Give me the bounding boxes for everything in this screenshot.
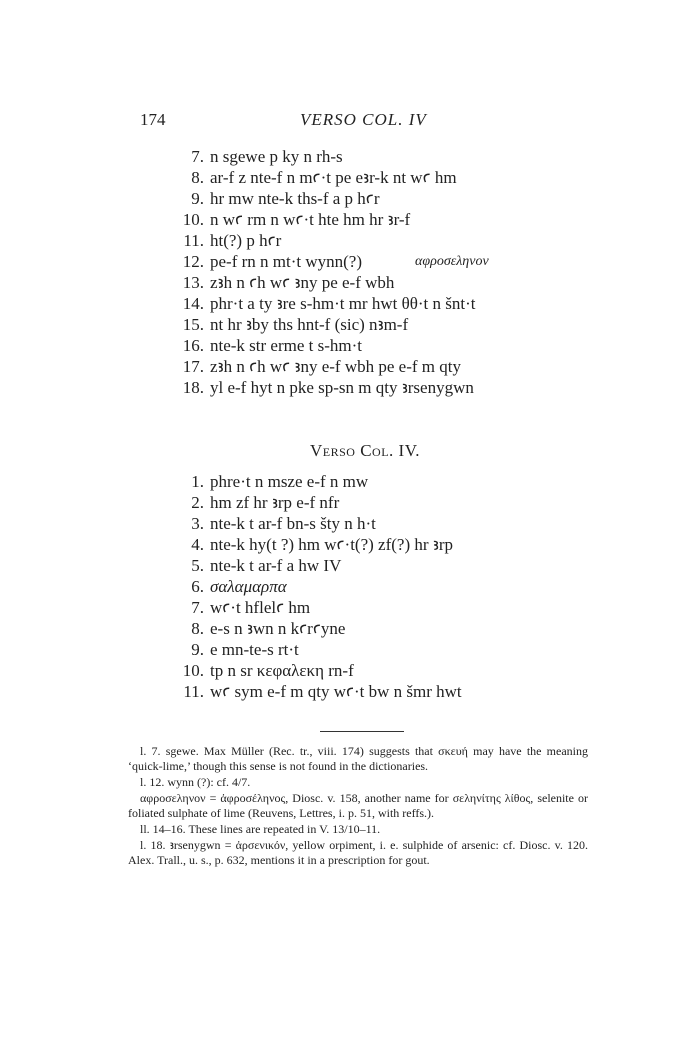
line-text: phre·t n msze e-f n mw [210, 472, 369, 491]
transliteration-section-b [160, 471, 580, 702]
line-number: 10. [182, 661, 204, 680]
text-line [160, 251, 580, 272]
section-heading: Verso Col. IV. [310, 441, 421, 460]
line-number: 2. [191, 493, 204, 512]
line-number: 17. [182, 357, 204, 376]
line-text: n sgewe p ky n rh-s [210, 147, 343, 166]
text-line [160, 230, 580, 251]
page-number: 174 [140, 110, 166, 129]
line-text: phr·t a ty ꜣre s-hm·t mr hwt θθ·t n šnt·t [210, 294, 476, 313]
text-line [160, 272, 580, 293]
line-number: 8. [191, 619, 204, 638]
line-number: 4. [191, 535, 204, 554]
line-text: zꜣh n ꜥh wꜥ ꜣny pe e-f wbh [210, 273, 395, 292]
text-line [160, 293, 580, 314]
text-line [160, 377, 580, 398]
text-line [160, 471, 580, 492]
line-number: 18. [182, 378, 204, 397]
line-text: nt hr ꜣby ths hnt-f (sic) nꜣm-f [210, 315, 409, 334]
line-text: wꜥ sym e-f m qty wꜥ·t bw n šmr hwt [210, 682, 462, 701]
line-number: 8. [191, 168, 204, 187]
footnote: αφροσεληνον = ἀφροσέληνος, Diosc. v. 158, another name for σεληνίτης λίθος, selenite or foliated sulphate of lime (Reuvens, Lettres, i. p. 51, with reffs.). [128, 791, 588, 820]
line-number: 5. [191, 556, 204, 575]
line-number: 10. [182, 210, 204, 229]
line-text: nte-k hy(t ?) hm wꜥ·t(?) zf(?) hr ꜣrp [210, 535, 453, 554]
text-line [160, 335, 580, 356]
text-line [160, 618, 580, 639]
text-line [160, 555, 580, 576]
line-number: 16. [182, 336, 204, 355]
footnote: ll. 14–16. These lines are repeated in V. 13/10–11. [140, 822, 381, 836]
line-text: hr mw nte-k ths-f a p hꜥr [210, 189, 380, 208]
text-line [160, 513, 580, 534]
line-text: zꜣh n ꜥh wꜥ ꜣny e-f wbh pe e-f m qty [210, 357, 461, 376]
text-line [160, 167, 580, 188]
line-number: 13. [182, 273, 204, 292]
line-text: n wꜥ rm n wꜥ·t hte hm hr ꜣr-f [210, 210, 411, 229]
line-number: 7. [191, 147, 204, 166]
line-text: ht(?) p hꜥr [210, 231, 282, 250]
line-text: yl e-f hyt n pke sp-sn m qty ꜣrsenygwn [210, 378, 474, 397]
text-line [160, 660, 580, 681]
text-line [160, 534, 580, 555]
line-number: 9. [191, 640, 204, 659]
line-number: 14. [182, 294, 204, 313]
line-text: e-s n ꜣwn n kꜥrꜥyne [210, 619, 346, 638]
greek-gloss: αφροσεληνον [415, 254, 489, 269]
text-line [160, 576, 580, 597]
line-text: wꜥ·t hflelꜥ hm [210, 598, 311, 617]
line-number: 15. [182, 315, 204, 334]
footnote: l. 18. ꜣrsenygwn = ἀρσενικόν, yellow orpiment, i. e. sulphide of arsenic: cf. Diosc. v. 120. Alex. Trall., u. s., p. 632, mentions it in a prescription for gout. [128, 838, 588, 867]
line-text: nte-k t ar-f a hw IV [210, 556, 342, 575]
transliteration-section-a [160, 146, 580, 398]
running-title: VERSO COL. IV [300, 110, 427, 129]
text-line [160, 188, 580, 209]
line-number: 11. [183, 231, 204, 250]
line-text: nte-k t ar-f bn-s šty n h·t [210, 514, 376, 533]
text-line [160, 356, 580, 377]
line-number: 11. [183, 682, 204, 701]
text-line [160, 597, 580, 618]
footnote: l. 12. wynn (?): cf. 4/7. [140, 775, 251, 789]
line-text: ar-f z nte-f n mꜥ·t pe eꜣr-k nt wꜥ hm [210, 168, 457, 187]
line-text: pe-f rn n mt·t wynn(?) [210, 252, 363, 271]
running-head [140, 110, 560, 136]
line-text: σαλαμαρπα [210, 577, 287, 596]
line-text: hm zf hr ꜣrp e-f nfr [210, 493, 340, 512]
line-number: 9. [191, 189, 204, 208]
text-line [160, 492, 580, 513]
line-text: tp n sr κεφαλεκη rn-f [210, 661, 354, 680]
text-line [160, 639, 580, 660]
line-number: 7. [191, 598, 204, 617]
text-line [160, 209, 580, 230]
section-divider [320, 731, 404, 732]
line-number: 6. [191, 577, 204, 596]
line-text: e mn-te-s rt·t [210, 640, 299, 659]
footnotes [128, 744, 588, 869]
line-number: 3. [191, 514, 204, 533]
line-number: 1. [191, 472, 204, 491]
line-number: 12. [182, 252, 204, 271]
text-line [160, 314, 580, 335]
line-text: nte-k str erme t s-hm·t [210, 336, 363, 355]
text-line [160, 681, 580, 702]
text-line [160, 146, 580, 167]
footnote: l. 7. sgewe. Max Müller (Rec. tr., viii. 174) suggests that σκευή may have the meaning ‘quick-lime,’ though this sense is not found in the dictionaries. [128, 744, 588, 773]
